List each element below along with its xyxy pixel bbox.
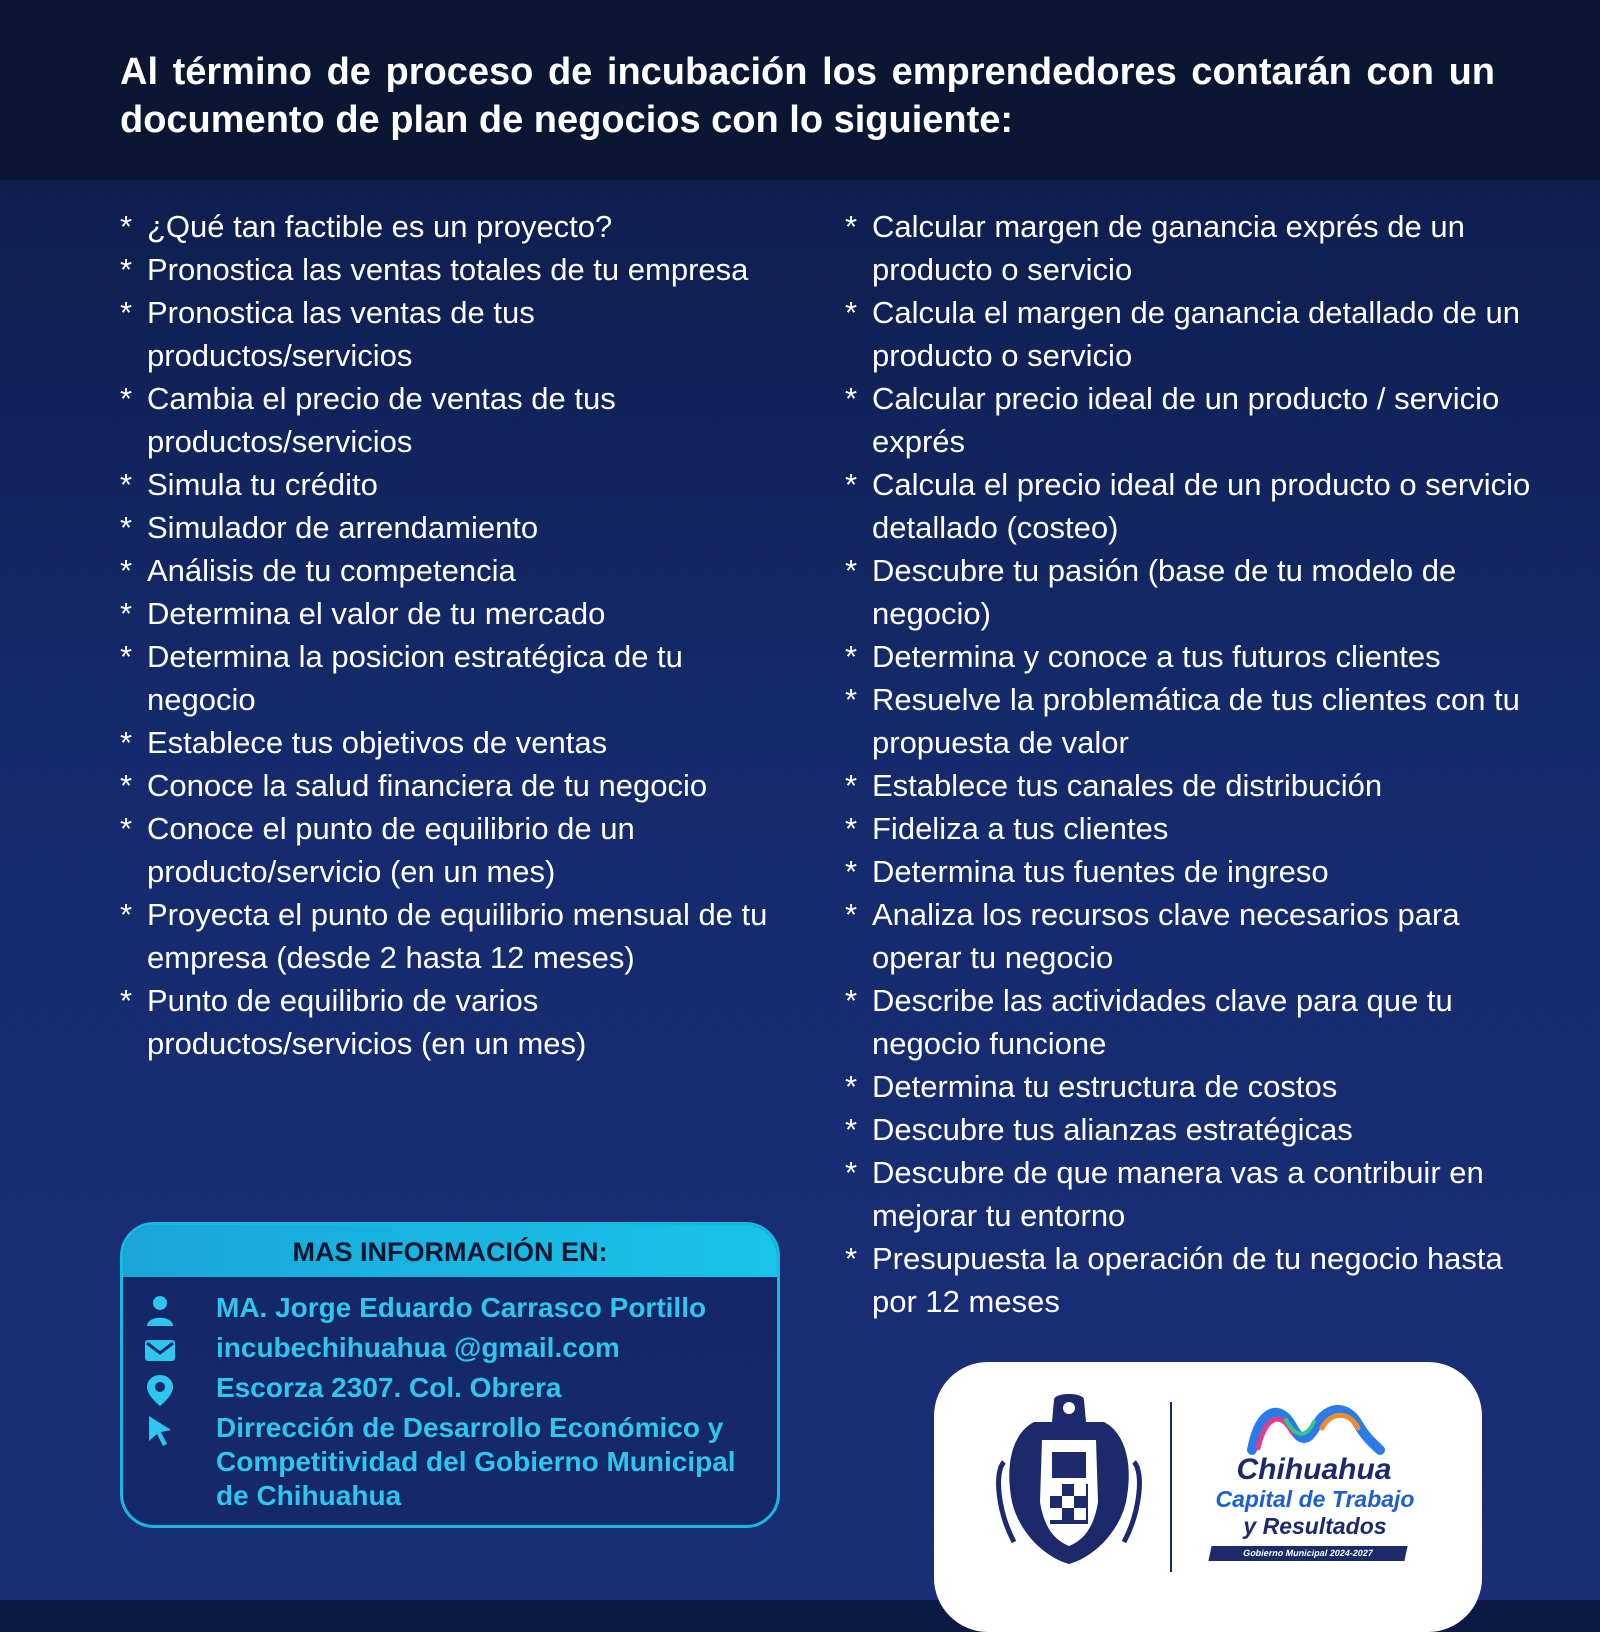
list-item (845, 678, 1535, 764)
list-item (120, 463, 800, 506)
contact-name: MA. Jorge Eduardo Carrasco Portillo (216, 1292, 707, 1323)
list-item (845, 377, 1535, 463)
page-title: Al término de proceso de incubación los emprendedores contarán con un documento de plan de negocios con lo siguiente: (120, 51, 1495, 141)
bullet-marker: * (120, 768, 133, 803)
list-item (120, 205, 800, 248)
features-list-left (120, 205, 800, 1065)
bullet-marker: * (845, 467, 858, 502)
list-item-text: Proyecta el punto de equilibrio mensual de tu empresa (desde 2 hasta 12 meses) (147, 897, 768, 975)
list-item-text: Descubre tu pasión (base de tu modelo de negocio) (872, 553, 1457, 631)
bullet-marker: * (845, 811, 858, 846)
info-card (120, 1222, 780, 1528)
office-text: Dirrección de Desarrollo Económico y Competitividad del Gobierno Municipal de Chihuahua (216, 1412, 736, 1511)
list-item-text: Resuelve la problemática de tus clientes con tu propuesta de valor (872, 682, 1520, 760)
bullet-marker: * (845, 897, 858, 932)
location-pin-icon (143, 1373, 177, 1407)
list-item (120, 764, 800, 807)
bullet-marker: * (845, 295, 858, 330)
bullet-marker: * (845, 1112, 858, 1147)
list-item (845, 1151, 1535, 1237)
list-item (120, 893, 800, 979)
list-item-text: Fideliza a tus clientes (872, 811, 1169, 846)
list-item-text: Determina tus fuentes de ingreso (872, 854, 1329, 889)
brand-tag: Gobierno Municipal 2024-2027 (1208, 1546, 1407, 1561)
list-item (120, 979, 800, 1065)
bullet-marker: * (845, 1155, 858, 1190)
list-item-text: Cambia el precio de ventas de tus productos/servicios (147, 381, 616, 459)
bullet-marker: * (120, 209, 133, 244)
list-item-text: Analiza los recursos clave necesarios para operar tu negocio (872, 897, 1460, 975)
list-item (120, 721, 800, 764)
list-item (845, 850, 1535, 893)
mail-icon (143, 1333, 177, 1367)
list-item-text: Pronostica las ventas totales de tu empresa (147, 252, 749, 287)
bullet-marker: * (120, 596, 133, 631)
bullet-marker: * (845, 639, 858, 674)
list-item (845, 893, 1535, 979)
bullet-marker: * (120, 811, 133, 846)
bullet-marker: * (120, 897, 133, 932)
list-item-text: Calcular precio ideal de un producto / servicio exprés (872, 381, 1500, 459)
list-item-text: Simulador de arrendamiento (147, 510, 539, 545)
list-item-text: Establece tus objetivos de ventas (147, 725, 608, 760)
cursor-icon (143, 1413, 177, 1447)
list-item-text: Calcula el margen de ganancia detallado de un producto o servicio (872, 295, 1521, 373)
email-link[interactable]: incubechihuahua @gmail.com (216, 1332, 620, 1363)
brand-name: Chihuahua (1236, 1453, 1392, 1486)
list-item (120, 291, 800, 377)
chihuahua-wave-logo (1246, 1398, 1386, 1456)
user-icon (143, 1293, 177, 1327)
bullet-marker: * (845, 682, 858, 717)
bullet-marker: * (120, 295, 133, 330)
bullet-marker: * (845, 381, 858, 416)
bullet-marker: * (120, 467, 133, 502)
bullet-marker: * (120, 725, 133, 760)
list-item (120, 377, 800, 463)
list-item-text: Punto de equilibrio de varios productos/servicios (en un mes) (147, 983, 587, 1061)
list-item (845, 549, 1535, 635)
bullet-marker: * (845, 854, 858, 889)
list-item (845, 1237, 1535, 1323)
list-item-text: Determina tu estructura de costos (872, 1069, 1338, 1104)
bullet-marker: * (845, 1069, 858, 1104)
list-item (120, 248, 800, 291)
list-item-text: Determina y conoce a tus futuros clientes (872, 639, 1441, 674)
bullet-marker: * (120, 252, 133, 287)
list-item (845, 1065, 1535, 1108)
list-item (120, 807, 800, 893)
list-item-text: Establece tus canales de distribución (872, 768, 1383, 803)
list-item (120, 592, 800, 635)
brand-line-1: Capital de Trabajo (1215, 1486, 1415, 1512)
bullet-marker: * (120, 553, 133, 588)
list-item (845, 291, 1535, 377)
list-item (845, 807, 1535, 850)
logo-divider (1170, 1402, 1172, 1572)
features-list-right (845, 205, 1535, 1323)
logos-card (934, 1362, 1482, 1632)
list-item (845, 463, 1535, 549)
list-item-text: Determina la posicion estratégica de tu negocio (147, 639, 683, 717)
list-item (120, 549, 800, 592)
list-item (845, 635, 1535, 678)
list-item-text: Pronostica las ventas de tus productos/servicios (147, 295, 535, 373)
municipal-crest-logo (994, 1392, 1144, 1572)
list-item (845, 979, 1535, 1065)
list-item-text: Determina el valor de tu mercado (147, 596, 606, 631)
list-item-text: Descubre de que manera vas a contribuir en mejorar tu entorno (872, 1155, 1484, 1233)
list-item-text: ¿Qué tan factible es un proyecto? (147, 209, 613, 244)
list-item-text: Análisis de tu competencia (147, 553, 516, 588)
list-item-text: Calcula el precio ideal de un producto o servicio detallado (costeo) (872, 467, 1531, 545)
list-item-text: Calcular margen de ganancia exprés de un producto o servicio (872, 209, 1465, 287)
bullet-marker: * (845, 983, 858, 1018)
bullet-marker: * (845, 553, 858, 588)
list-item (120, 506, 800, 549)
info-heading: MAS INFORMACIÓN EN: (123, 1225, 777, 1277)
bullet-marker: * (120, 381, 133, 416)
list-item-text: Descubre tus alianzas estratégicas (872, 1112, 1353, 1147)
bullet-marker: * (120, 510, 133, 545)
list-item (845, 1108, 1535, 1151)
bullet-marker: * (845, 209, 858, 244)
list-item-text: Conoce el punto de equilibrio de un producto/servicio (en un mes) (147, 811, 635, 889)
list-item (845, 764, 1535, 807)
list-item (845, 205, 1535, 291)
brand-line-2: y Resultados (1243, 1513, 1387, 1539)
bullet-marker: * (120, 639, 133, 674)
list-item-text: Conoce la salud financiera de tu negocio (147, 768, 708, 803)
bullet-marker: * (845, 1241, 858, 1276)
address-text: Escorza 2307. Col. Obrera (216, 1372, 562, 1403)
list-item-text: Describe las actividades clave para que tu negocio funcione (872, 983, 1453, 1061)
list-item-text: Presupuesta la operación de tu negocio hasta por 12 meses (872, 1241, 1503, 1319)
bullet-marker: * (845, 768, 858, 803)
list-item-text: Simula tu crédito (147, 467, 378, 502)
list-item (120, 635, 800, 721)
bullet-marker: * (120, 983, 133, 1018)
